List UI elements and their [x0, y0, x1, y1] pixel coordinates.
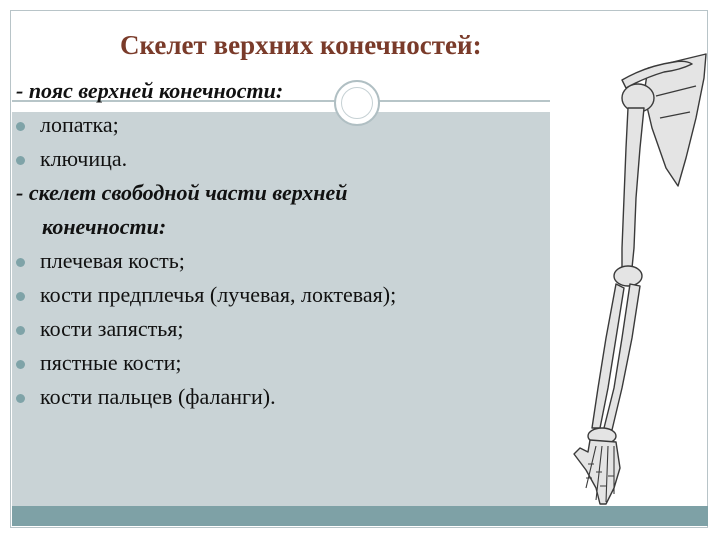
section-heading-free-limb: [16, 176, 556, 210]
arm-skeleton-illustration: [556, 48, 708, 510]
bullet-icon: [16, 292, 25, 301]
section-heading-shoulder-girdle: [16, 74, 556, 108]
section-heading-text: - пояс верхней конечности:: [16, 78, 284, 103]
bullet-icon: [16, 394, 25, 403]
section-heading-text: конечности:: [42, 214, 167, 239]
list-item: [16, 312, 556, 346]
list-item-text: кости предплечья (лучевая, локтевая);: [40, 282, 397, 307]
list-item: [16, 108, 556, 142]
list-item: [16, 244, 556, 278]
list-item-text: пястные кости;: [40, 350, 182, 375]
bullet-icon: [16, 258, 25, 267]
section-heading-text: - скелет свободной части верхней: [16, 180, 348, 205]
list-item: [16, 142, 556, 176]
list-item-text: кости пальцев (фаланги).: [40, 384, 276, 409]
list-item: [16, 278, 556, 312]
bullet-icon: [16, 122, 25, 131]
slide-title: Скелет верхних конечностей:: [120, 30, 482, 60]
list-item-text: кости запястья;: [40, 316, 184, 341]
slide-body: [16, 74, 556, 414]
list-item: [16, 346, 556, 380]
list-item: [16, 380, 556, 414]
bullet-icon: [16, 360, 25, 369]
list-item-text: лопатка;: [40, 112, 119, 137]
bullet-icon: [16, 326, 25, 335]
list-item-text: ключица.: [40, 146, 128, 171]
list-item-text: плечевая кость;: [40, 248, 185, 273]
section-heading-continuation: [16, 210, 556, 244]
bullet-icon: [16, 156, 25, 165]
